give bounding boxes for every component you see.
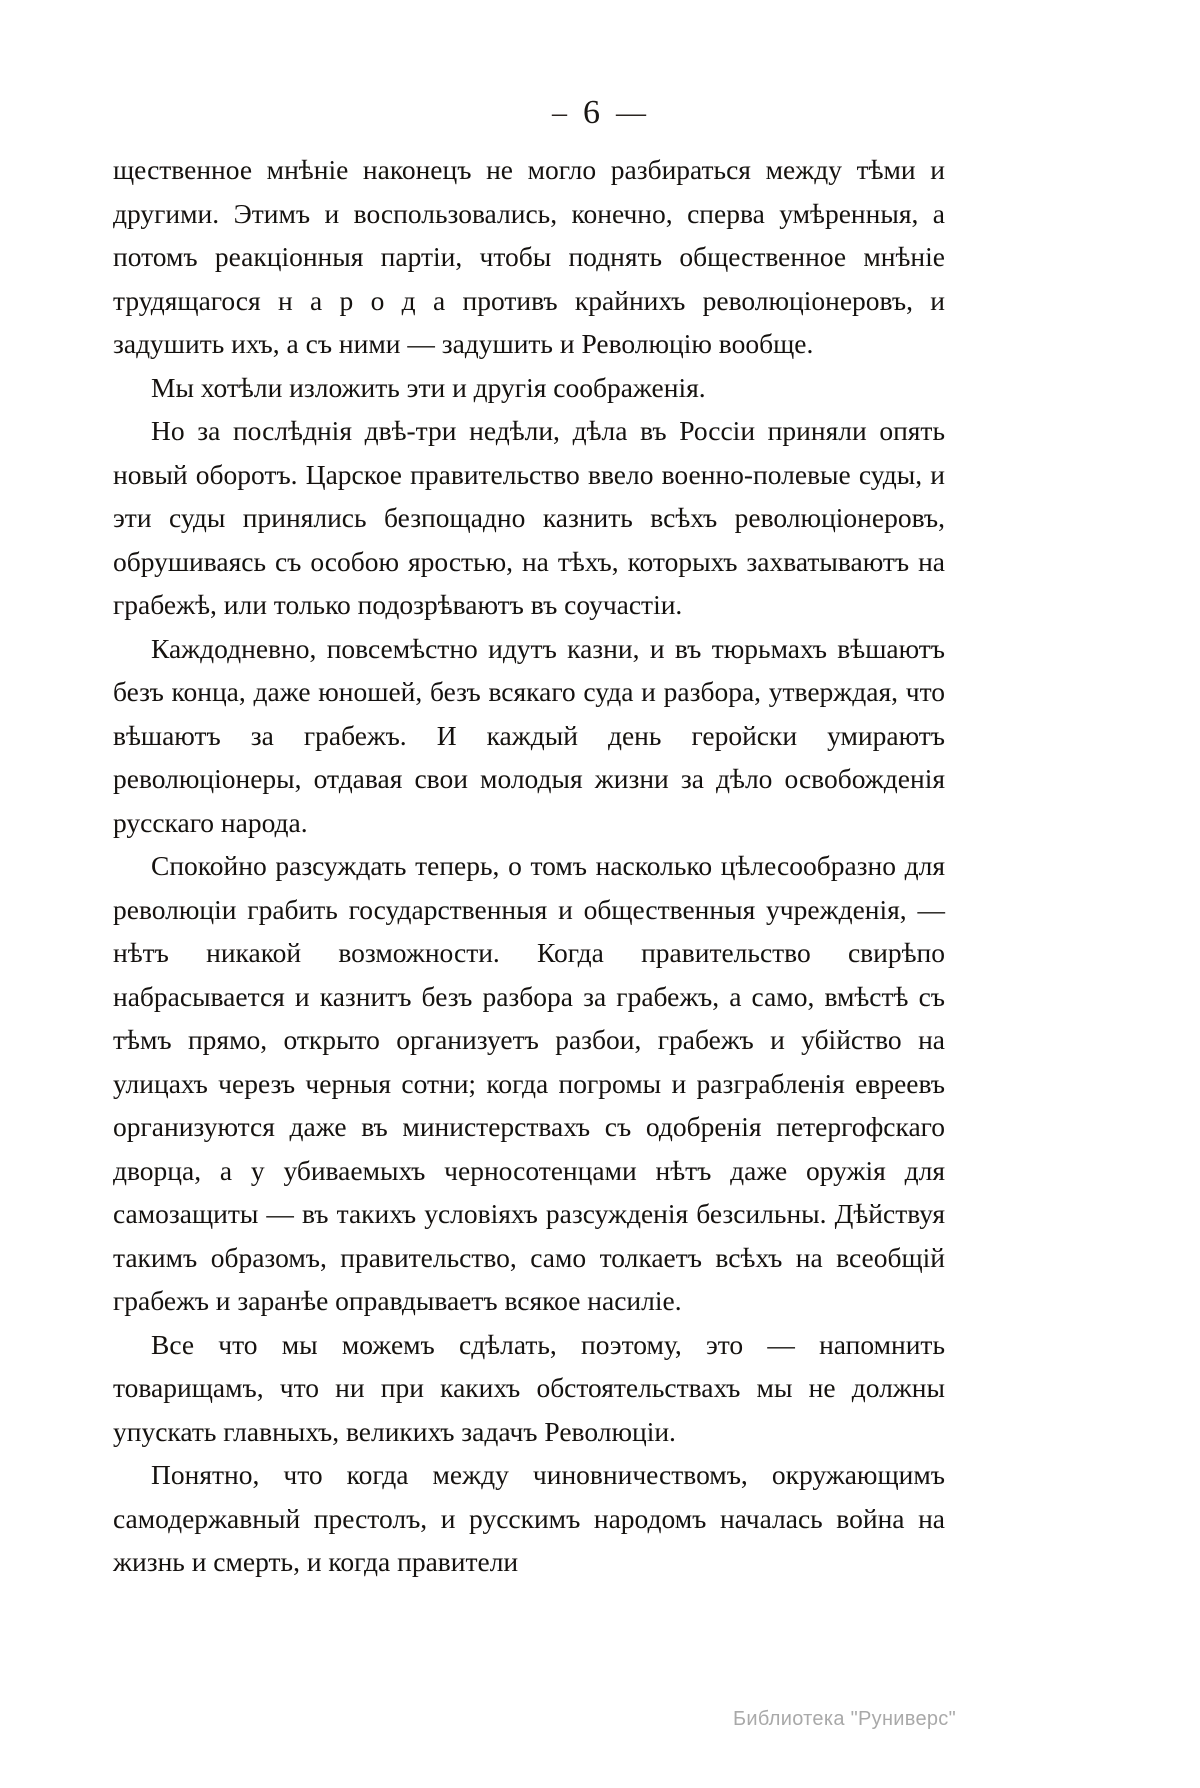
page-header	[0, 92, 1200, 132]
paragraph: Все что мы можемъ сдѣлать, поэтому, это — напомнить товарищамъ, что ни при какихъ обстоятельствахъ мы не должны упускать главныхъ, великихъ задачъ Революціи.	[113, 1328, 945, 1447]
header-dash-right: —	[616, 96, 648, 130]
paragraph: Каждодневно, повсемѣстно идутъ казни, и въ тюрьмахъ вѣшаютъ безъ конца, даже юношей, безъ всякаго суда и разбора, утверждая, что вѣшаютъ за грабежъ. И каждый день геройски умираютъ революціонеры, отдавая свои молодыя жизни за дѣло освобожденія русскаго народа.	[113, 632, 945, 838]
page-number: 6	[583, 94, 602, 132]
paragraph: Спокойно разсуждать теперь, о томъ насколько цѣлесообразно для революціи грабить государственныя и общественныя учрежденія, — нѣтъ никакой возможности. Когда правительство свирѣпо набрасывается и казнитъ безъ разбора за грабежъ, а само, вмѣстѣ съ тѣмъ прямо, открыто организуетъ разбои, грабежъ и убійство на улицахъ черезъ черныя сотни; когда погромы и разграбленія евреевъ организуются даже въ министерствахъ съ одобренія петергофскаго дворца, а у убиваемыхъ черносотенцами нѣтъ даже оружія для самозащиты — въ такихъ условіяхъ разсужденія безсильны. Дѣйствуя такимъ образомъ, правительство, само толкаетъ всѣхъ на всеобщій грабежъ и заранѣе оправдываетъ всякое насиліе.	[113, 850, 945, 1316]
library-watermark: Библиотека "Руниверс"	[733, 1708, 957, 1730]
paragraph: Понятно, что когда между чиновничествомъ, окружающимъ самодержавный престолъ, и русскимъ народомъ началась война на жизнь и смерть, и когда правители	[113, 1459, 945, 1577]
paragraph: щественное мнѣніе наконецъ не могло разбираться между тѣми и другими. Этимъ и воспользовались, конечно, сперва умѣренныя, а потомъ реакціонныя партіи, чтобы поднять общественное мнѣніе трудящагося н а р о д а противъ крайнихъ революціонеровъ, и задушить ихъ, а съ ними — задушить и Революцію вообще.	[113, 154, 945, 359]
paragraph: Мы хотѣли изложить эти и другія соображенія.	[151, 371, 706, 403]
header-dash-left: –	[552, 96, 569, 130]
paragraph: Но за послѣднія двѣ-три недѣли, дѣла въ Россіи приняли опять новый оборотъ. Царское правительство ввело военно-полевые суды, и эти суды принялись безпощадно казнить всѣхъ революціонеровъ, обрушиваясь съ особою яростью, на тѣхъ, которыхъ захватываютъ на грабежѣ, или только подозрѣваютъ въ соучастіи.	[113, 415, 945, 620]
body-text	[113, 148, 945, 1584]
